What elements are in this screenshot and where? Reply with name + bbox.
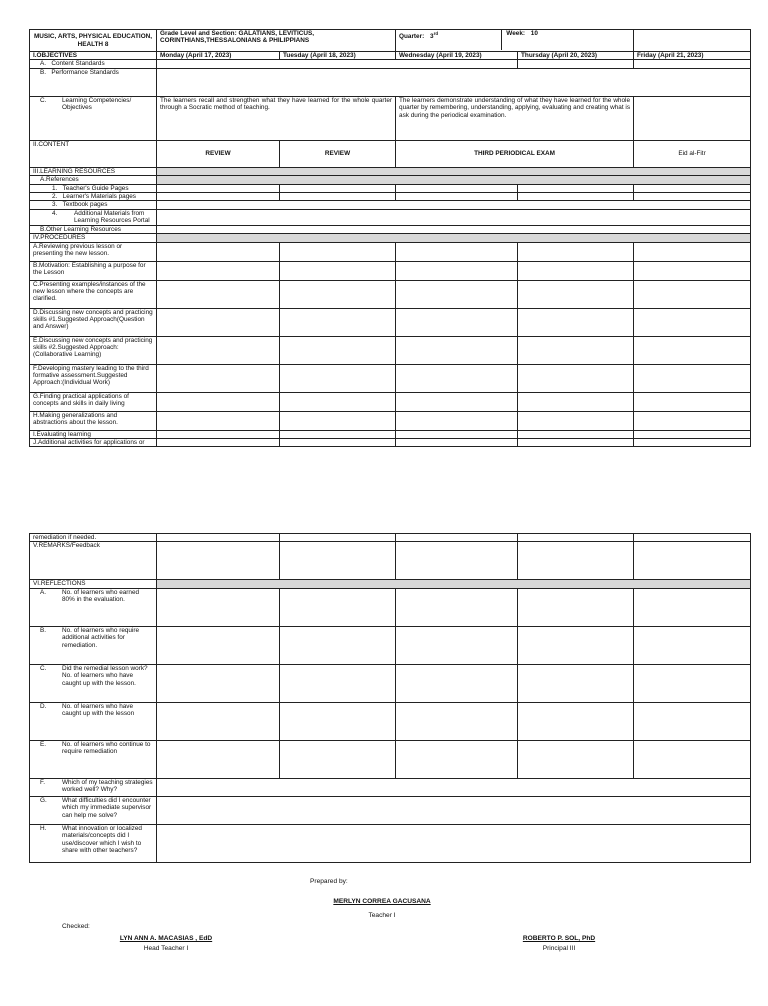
table-cell — [157, 580, 751, 588]
table-cell — [280, 280, 396, 308]
principal-title: Principal III — [542, 945, 576, 952]
head-teacher-name: LYN ANN A. MACASIAS , EdD — [119, 935, 213, 942]
label-text: Content Standards — [51, 60, 105, 68]
label-text: What innovation or localized materials/concepts did I use/discover which I wish to share with other teachers? — [62, 824, 142, 855]
procedure-row — [30, 439, 751, 447]
content-standards-label — [30, 60, 157, 68]
quarter-label: Quarter: — [399, 33, 425, 41]
reflection-row — [30, 778, 751, 796]
table-cell — [280, 439, 396, 447]
label-text: Learner's Materials pages — [62, 193, 137, 201]
table-cell — [396, 534, 518, 542]
table-cell — [518, 308, 634, 336]
label-text: E. — [40, 740, 47, 748]
table-cell — [634, 193, 751, 201]
header-row — [30, 30, 751, 52]
table-cell — [280, 588, 396, 626]
table-cell — [518, 280, 634, 308]
procedure-row — [30, 261, 751, 280]
procedure-row — [30, 430, 751, 438]
table-cell — [280, 702, 396, 740]
other-resources-row — [30, 225, 751, 233]
label-text: H. — [40, 824, 47, 832]
table-cell — [280, 411, 396, 430]
label-text: No. of learners who continue to require remediation — [62, 740, 151, 756]
table-cell — [634, 439, 751, 447]
table-cell — [30, 824, 157, 862]
table-cell — [396, 308, 518, 336]
reflection-row — [30, 702, 751, 740]
table-cell — [518, 392, 634, 411]
label-text: F. — [40, 778, 45, 786]
label-text: Which of my teaching strategies worked well? Why? — [62, 778, 153, 794]
table-cell — [157, 702, 280, 740]
performance-standards-row — [30, 68, 751, 96]
table-cell — [518, 664, 634, 702]
day-tuesday: Tuesday (April 18, 2023) — [280, 52, 396, 60]
procedure-row — [30, 411, 751, 430]
table-cell — [280, 430, 396, 438]
table-cell — [396, 336, 518, 364]
table-cell — [634, 740, 751, 778]
header-blank — [634, 30, 751, 52]
principal-name: ROBERTO P. SOL, PhD — [522, 935, 596, 942]
table-cell — [30, 664, 157, 702]
week-value: 10 — [530, 30, 538, 37]
table-cell — [157, 364, 280, 392]
teacher-title: Teacher I — [368, 912, 396, 919]
table-cell — [634, 702, 751, 740]
performance-standards-label — [30, 68, 157, 96]
content-standards-row — [30, 60, 751, 68]
content-mon: REVIEW — [157, 140, 280, 167]
table-cell — [396, 664, 518, 702]
table-cell — [157, 209, 751, 225]
content-wed-thu: THIRD PERIODICAL EXAM — [396, 140, 634, 167]
table-cell — [280, 664, 396, 702]
table-cell — [396, 702, 518, 740]
table-cell: E.Discussing new concepts and practicing skills #2.Suggested Approach:(Collaborative Learning) — [30, 336, 157, 364]
references-label: A.References — [30, 176, 157, 184]
table-cell — [396, 439, 518, 447]
reflections-heading: VI.REFLECTIONS — [30, 580, 157, 588]
dll-table-continued — [29, 533, 751, 863]
label-text: G. — [40, 796, 47, 804]
competencies-label — [30, 96, 157, 140]
table-cell — [518, 626, 634, 664]
table-cell — [518, 184, 634, 192]
competencies-row — [30, 96, 751, 140]
day-friday: Friday (April 21, 2023) — [634, 52, 751, 60]
table-cell — [157, 280, 280, 308]
table-cell — [396, 542, 518, 580]
table-cell — [634, 411, 751, 430]
procedure-row — [30, 280, 751, 308]
content-heading: II.CONTENT — [30, 140, 157, 167]
label-text: C. — [40, 96, 47, 104]
table-cell — [157, 430, 280, 438]
table-cell — [280, 534, 396, 542]
table-cell — [518, 534, 634, 542]
table-cell — [280, 261, 396, 280]
table-cell — [634, 336, 751, 364]
table-cell — [280, 392, 396, 411]
table-cell — [396, 430, 518, 438]
table-cell — [157, 336, 280, 364]
table-cell — [634, 534, 751, 542]
table-cell — [157, 824, 751, 862]
table-cell — [30, 702, 157, 740]
day-monday: Monday (April 17, 2023) — [157, 52, 280, 60]
table-cell — [396, 392, 518, 411]
resource-row — [30, 193, 751, 201]
table-cell — [280, 740, 396, 778]
reflection-row — [30, 796, 751, 824]
week-cell — [505, 30, 630, 50]
resource-row — [30, 201, 751, 209]
table-cell — [634, 664, 751, 702]
table-cell — [518, 740, 634, 778]
label-text: B. — [40, 68, 47, 76]
table-cell — [634, 626, 751, 664]
table-cell — [634, 60, 751, 68]
table-cell — [518, 261, 634, 280]
label-text: C. — [40, 664, 47, 672]
table-cell — [157, 740, 280, 778]
table-cell — [157, 261, 280, 280]
table-cell — [30, 184, 157, 192]
table-cell — [396, 626, 518, 664]
procedure-row — [30, 308, 751, 336]
remarks-row — [30, 542, 751, 580]
table-cell — [157, 201, 751, 209]
table-cell — [518, 702, 634, 740]
reflections-heading-row — [30, 580, 751, 588]
table-cell: F.Developing mastery leading to the third formative assessment.Suggested Approach:(Individual Work) — [30, 364, 157, 392]
table-cell — [634, 96, 751, 140]
checked-label: Checked: — [62, 923, 90, 930]
reflection-row — [30, 588, 751, 626]
table-cell — [518, 193, 634, 201]
table-cell — [396, 740, 518, 778]
table-cell — [157, 242, 280, 261]
table-cell — [280, 184, 396, 192]
objectives-heading: I.OBJECTIVES — [30, 52, 157, 60]
remarks-label: V.REMARKS/Feedback — [30, 542, 157, 580]
label-text: What difficulties did I encounter which my immediate supervisor can help me solve? — [62, 796, 152, 819]
procedures-heading: IV.PROCEDURES — [30, 234, 157, 242]
table-cell — [157, 225, 751, 233]
table-cell — [518, 542, 634, 580]
table-cell: B.Motivation: Establishing a purpose for the Lesson — [30, 261, 157, 280]
table-cell — [518, 60, 634, 68]
table-cell — [518, 242, 634, 261]
table-cell — [30, 209, 157, 225]
table-cell: I.Evaluating learning — [30, 430, 157, 438]
label-text: 4. — [52, 209, 58, 217]
table-cell — [518, 336, 634, 364]
table-cell — [157, 796, 751, 824]
table-cell — [396, 280, 518, 308]
prepared-by-label: Prepared by: — [310, 878, 348, 885]
table-cell — [280, 308, 396, 336]
table-cell — [157, 308, 280, 336]
label-text: A. — [40, 588, 47, 596]
head-teacher-title: Head Teacher I — [143, 945, 189, 952]
table-cell — [280, 626, 396, 664]
reflection-row — [30, 664, 751, 702]
procedure-row — [30, 242, 751, 261]
table-cell — [396, 588, 518, 626]
reflection-row — [30, 740, 751, 778]
subject-cell: MUSIC, ARTS, PHYSICAL EDUCATION, HEALTH 8 — [30, 30, 157, 52]
label-text: D. — [40, 702, 47, 710]
table-cell — [280, 364, 396, 392]
table-cell — [157, 193, 280, 201]
table-cell — [30, 740, 157, 778]
content-tue: REVIEW — [280, 140, 396, 167]
table-cell — [157, 411, 280, 430]
table-cell — [634, 542, 751, 580]
table-cell: G.Finding practical applications of concepts and skills in daily living — [30, 392, 157, 411]
quarter-value: 3 — [430, 33, 434, 41]
quarter-cell — [396, 30, 634, 52]
procedure-row — [30, 392, 751, 411]
table-cell — [634, 184, 751, 192]
table-cell — [30, 626, 157, 664]
table-cell — [30, 193, 157, 201]
table-cell — [157, 588, 280, 626]
table-cell — [280, 193, 396, 201]
dll-table-main — [29, 29, 751, 447]
table-cell — [157, 664, 280, 702]
table-cell — [157, 184, 280, 192]
table-cell — [634, 261, 751, 280]
day-thursday: Thursday (April 20, 2023) — [518, 52, 634, 60]
table-cell — [518, 588, 634, 626]
table-cell — [518, 430, 634, 438]
other-resources-label: B.Other Learning Resources — [30, 225, 157, 233]
label-text: 1. — [52, 184, 58, 192]
table-cell — [30, 778, 157, 796]
table-cell — [157, 439, 280, 447]
resources-heading-row — [30, 167, 751, 175]
table-cell: H.Making generalizations and abstractions about the lesson. — [30, 411, 157, 430]
grade-section-cell: Grade Level and Section: GALATIANS, LEVITICUS, CORINTHIANS,THESSALONIANS & PHILIPPIANS — [157, 30, 396, 52]
label-text: A. — [40, 60, 47, 68]
reflection-row — [30, 626, 751, 664]
resources-heading: III.LEARNING RESOURCES — [30, 167, 157, 175]
table-cell — [634, 392, 751, 411]
label-text: No. of learners who earned 80% in the evaluation. — [62, 588, 140, 604]
table-cell — [30, 796, 157, 824]
table-cell — [634, 280, 751, 308]
teacher-name: MERLYN CORREA GACUSANA — [333, 898, 431, 905]
label-text: Teacher's Guide Pages — [62, 184, 129, 192]
table-cell — [634, 588, 751, 626]
label-text: 3. — [52, 201, 58, 209]
label-text: No. of learners who have caught up with the lesson — [62, 702, 135, 718]
reflection-row — [30, 824, 751, 862]
label-text: B. — [40, 626, 47, 634]
table-cell — [396, 261, 518, 280]
label-text: 2. — [52, 193, 58, 201]
competency-wed-thu: The learners demonstrate understanding of what they have learned for the whole quarter by remembering, understanding, applying, evaluating and creating what is ask during the periodical examination. — [396, 96, 634, 140]
label-text: Performance Standards — [51, 68, 119, 76]
day-wednesday: Wednesday (April 19, 2023) — [396, 52, 518, 60]
table-cell — [157, 68, 751, 96]
table-cell: A.Reviewing previous lesson or presenting the new lesson. — [30, 242, 157, 261]
table-cell — [396, 193, 518, 201]
table-cell — [396, 364, 518, 392]
table-cell — [518, 411, 634, 430]
procedure-row — [30, 364, 751, 392]
label-text: No. of learners who require additional activities for remediation. — [62, 626, 140, 649]
week-label: Week: — [506, 30, 526, 37]
table-cell — [634, 308, 751, 336]
procedure-row — [30, 336, 751, 364]
table-cell — [157, 778, 751, 796]
table-cell: D.Discussing new concepts and practicing skills #1.Suggested Approach(Question and Answer) — [30, 308, 157, 336]
label-text: Did the remedial lesson work? No. of learners who have caught up with the lesson. — [62, 664, 148, 687]
table-cell — [157, 167, 751, 175]
resource-row — [30, 184, 751, 192]
table-cell — [30, 201, 157, 209]
table-cell — [157, 60, 518, 68]
label-text: Learning Competencies/ Objectives — [62, 96, 132, 112]
table-cell — [518, 439, 634, 447]
table-cell — [157, 534, 280, 542]
resource-row — [30, 209, 751, 225]
label-text: Additional Materials from Learning Resources Portal — [74, 209, 150, 225]
procedure-row-continued — [30, 534, 751, 542]
quarter-sup: rd — [433, 31, 439, 36]
content-fri: Eid al-Fitr — [634, 140, 751, 167]
table-cell — [280, 242, 396, 261]
days-row — [30, 52, 751, 60]
references-row — [30, 176, 751, 184]
table-cell — [157, 626, 280, 664]
table-cell — [634, 364, 751, 392]
table-cell — [157, 234, 751, 242]
table-cell: J.Additional activities for applications or — [30, 439, 157, 447]
table-cell — [157, 542, 280, 580]
procedures-heading-row — [30, 234, 751, 242]
table-cell — [634, 430, 751, 438]
table-cell — [280, 336, 396, 364]
label-text: Textbook pages — [62, 201, 108, 209]
table-cell: C.Presenting examples/instances of the new lesson where the concepts are clarified. — [30, 280, 157, 308]
content-row — [30, 140, 751, 167]
table-cell — [280, 542, 396, 580]
table-cell — [396, 184, 518, 192]
table-cell — [518, 364, 634, 392]
table-cell — [157, 176, 751, 184]
table-cell — [634, 242, 751, 261]
table-cell — [30, 588, 157, 626]
table-cell: remediation if needed. — [30, 534, 157, 542]
table-cell — [396, 411, 518, 430]
table-cell — [157, 392, 280, 411]
competency-mon-tue: The learners recall and strengthen what they have learned for the whole quarter through a Socratic method of teaching. — [157, 96, 396, 140]
label-text — [501, 30, 538, 50]
table-cell — [396, 242, 518, 261]
